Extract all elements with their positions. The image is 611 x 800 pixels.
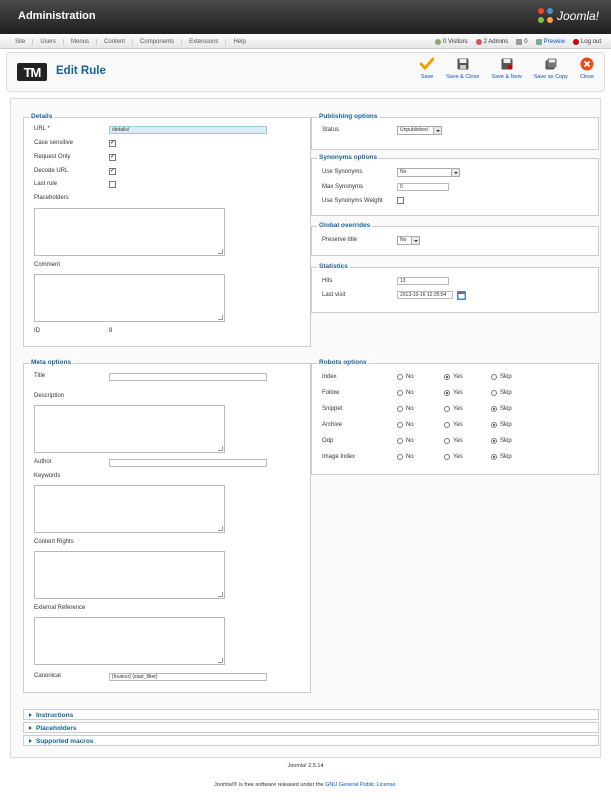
- case-sensitive-label: Case sensitive: [34, 140, 74, 146]
- robots-option-label: Skip: [500, 438, 512, 444]
- content-rights-label: Content Rights: [34, 539, 74, 545]
- supported-macros-slider[interactable]: [23, 735, 599, 746]
- robots-option-label: No: [406, 390, 414, 396]
- joomla-logo: [538, 8, 599, 24]
- robots-option-label: No: [406, 454, 414, 460]
- logout-link[interactable]: Log out: [573, 39, 601, 45]
- hits-label: Hits: [322, 278, 333, 284]
- placeholders-title: Placeholders: [36, 725, 77, 732]
- robots-option-label: Yes: [453, 422, 463, 428]
- robots-radio-no[interactable]: [397, 390, 403, 396]
- save-copy-button[interactable]: Save as Copy: [528, 57, 574, 80]
- robots-radio-no[interactable]: [397, 406, 403, 412]
- menu-bar: [0, 34, 611, 49]
- instructions-slider[interactable]: [23, 709, 599, 720]
- robots-row-label: Archive: [322, 422, 343, 428]
- publishing-legend: Publishing options: [319, 113, 378, 120]
- meta-description-textarea[interactable]: [34, 405, 225, 453]
- status-select[interactable]: Unpublished: [397, 126, 442, 135]
- header-bar: [0, 0, 611, 34]
- main-content: [10, 98, 601, 758]
- meta-title-label: Title: [34, 373, 46, 379]
- request-only-label: Request Only: [34, 154, 71, 160]
- robots-option-label: No: [406, 374, 414, 380]
- robots-radio-skip[interactable]: [491, 406, 497, 412]
- max-synonyms-input[interactable]: 0: [397, 183, 449, 191]
- brand-name: Joomla!: [556, 9, 599, 23]
- placeholders-textarea[interactable]: [34, 208, 225, 256]
- last-rule-label: Last rule: [34, 181, 58, 187]
- robots-radio-yes[interactable]: [444, 454, 450, 460]
- meta-keywords-label: Keywords: [34, 473, 61, 479]
- decode-url-checkbox[interactable]: ✓: [110, 168, 116, 174]
- page-title: Edit Rule: [56, 65, 106, 77]
- version-footer: Joomla! 2.5.14: [287, 763, 324, 769]
- menu-help[interactable]: Help: [233, 38, 246, 45]
- url-input[interactable]: /details/: [109, 126, 267, 134]
- meta-author-label: Author: [34, 459, 52, 465]
- publishing-fieldset: [311, 113, 599, 150]
- main-menu: [8, 34, 253, 49]
- expand-arrow-icon: [29, 739, 32, 743]
- meta-title-input[interactable]: [109, 373, 267, 381]
- robots-radio-no[interactable]: [397, 454, 403, 460]
- copy-icon: [544, 57, 558, 71]
- robots-radio-yes[interactable]: [444, 374, 450, 380]
- max-synonyms-label: Max Synonyms: [322, 184, 364, 190]
- menu-users[interactable]: Users: [33, 39, 64, 45]
- comment-textarea[interactable]: [34, 274, 225, 322]
- details-legend: Details: [31, 113, 53, 120]
- robots-fieldset: [311, 359, 599, 475]
- robots-radio-yes[interactable]: [444, 406, 450, 412]
- robots-legend: Robots options: [319, 359, 367, 366]
- license-footer: Joomla!® is free software released under the GNU General Public License.: [214, 782, 397, 788]
- decode-url-label: Decode URL: [34, 168, 69, 174]
- meta-legend: Meta options: [31, 359, 72, 366]
- robots-row-label: Odp: [322, 438, 334, 444]
- case-sensitive-checkbox[interactable]: ✓: [110, 140, 116, 146]
- expand-arrow-icon: [29, 726, 32, 730]
- joomla-icon: [538, 8, 554, 24]
- last-visit-input[interactable]: 2013-10-16 12:35:54: [397, 291, 453, 299]
- hits-input[interactable]: 13: [397, 277, 449, 285]
- app-title: Administration: [18, 10, 96, 22]
- menu-extensions[interactable]: Extensions: [182, 39, 226, 45]
- synonyms-fieldset: [311, 154, 599, 216]
- status-label: Status: [322, 127, 340, 133]
- close-icon: [580, 57, 594, 71]
- robots-radio-skip[interactable]: [491, 454, 497, 460]
- external-reference-label: External Reference: [34, 605, 86, 611]
- id-value: 8: [109, 328, 113, 334]
- close-button[interactable]: Close: [574, 57, 600, 80]
- meta-keywords-textarea[interactable]: [34, 485, 225, 533]
- menu-content[interactable]: Content: [97, 39, 133, 45]
- robots-radio-skip[interactable]: [491, 422, 497, 428]
- id-label: ID: [34, 328, 40, 334]
- menu-site[interactable]: Site: [8, 39, 33, 45]
- chevron-down-icon: [411, 237, 419, 244]
- robots-radio-yes[interactable]: [444, 422, 450, 428]
- checkmark-icon: [420, 57, 434, 71]
- preview-link[interactable]: Preview: [536, 39, 565, 45]
- calendar-icon[interactable]: [457, 291, 466, 300]
- robots-option-label: Yes: [453, 406, 463, 412]
- external-reference-textarea[interactable]: [34, 617, 225, 665]
- chevron-down-icon: [433, 127, 441, 134]
- messages-status[interactable]: 0: [516, 39, 527, 45]
- robots-radio-no[interactable]: [397, 374, 403, 380]
- global-overrides-fieldset: [311, 222, 599, 256]
- admins-icon: [476, 39, 482, 45]
- statistics-fieldset: [311, 263, 599, 313]
- robots-radio-skip[interactable]: [491, 374, 497, 380]
- robots-option-label: No: [406, 406, 414, 412]
- gpl-link[interactable]: GNU General Public License.: [325, 782, 397, 788]
- mail-icon: [516, 39, 522, 45]
- admins-status: 2 Admins: [476, 39, 509, 45]
- robots-option-label: Skip: [500, 422, 512, 428]
- robots-option-label: Yes: [453, 374, 463, 380]
- disk-new-icon: [500, 57, 514, 71]
- robots-radio-skip[interactable]: [491, 390, 497, 396]
- toolbar: [6, 52, 605, 92]
- use-synonyms-select[interactable]: No: [397, 168, 460, 177]
- logout-icon: [573, 39, 579, 45]
- instructions-title: Instructions: [36, 712, 74, 719]
- placeholders-slider[interactable]: [23, 722, 599, 733]
- preserve-title-label: Preserve title: [322, 237, 358, 243]
- robots-option-label: Yes: [453, 438, 463, 444]
- last-visit-label: Last visit: [322, 292, 346, 298]
- robots-option-label: Skip: [500, 454, 512, 460]
- comment-label: Comment: [34, 262, 61, 268]
- robots-row-label: Image Index: [322, 454, 356, 460]
- disk-icon: [456, 57, 470, 71]
- robots-radio-no[interactable]: [397, 438, 403, 444]
- preview-icon: [536, 39, 542, 45]
- meta-description-label: Description: [34, 393, 65, 399]
- meta-fieldset: [23, 359, 311, 693]
- robots-option-label: Skip: [500, 406, 512, 412]
- status-bar: [435, 34, 601, 49]
- robots-row-label: Snippet: [322, 406, 343, 412]
- global-overrides-legend: Global overrides: [319, 222, 371, 229]
- robots-option-label: No: [406, 422, 414, 428]
- synonyms-legend: Synonyms options: [319, 154, 378, 161]
- component-logo: TM: [17, 63, 47, 81]
- robots-radio-no[interactable]: [397, 422, 403, 428]
- robots-option-label: Yes: [453, 454, 463, 460]
- url-label: URL *: [34, 126, 50, 132]
- expand-arrow-icon: [29, 713, 32, 717]
- robots-option-label: No: [406, 438, 414, 444]
- supported-macros-title: Supported macros: [36, 738, 94, 745]
- save-button[interactable]: Save: [414, 57, 440, 80]
- canonical-input[interactable]: {fouteur} {start_filter}: [109, 673, 267, 681]
- details-fieldset: [23, 113, 311, 347]
- visitors-icon: [435, 39, 441, 45]
- last-rule-checkbox[interactable]: [109, 181, 116, 188]
- visitors-status: 0 Visitors: [435, 39, 468, 45]
- robots-row-label: Follow: [322, 390, 340, 396]
- request-only-checkbox[interactable]: ✓: [110, 154, 116, 160]
- canonical-label: Canonical: [34, 673, 61, 679]
- meta-author-input[interactable]: [109, 459, 267, 467]
- content-rights-textarea[interactable]: [34, 551, 225, 599]
- menu-components[interactable]: Components: [133, 39, 182, 45]
- robots-option-label: Yes: [453, 390, 463, 396]
- robots-radio-yes[interactable]: [444, 390, 450, 396]
- menu-menus[interactable]: Menus: [64, 39, 97, 45]
- use-synonyms-weight-checkbox[interactable]: [397, 197, 404, 204]
- robots-option-label: Skip: [500, 390, 512, 396]
- save-close-button[interactable]: Save & Close: [440, 57, 485, 80]
- robots-row-label: Index: [322, 374, 337, 380]
- preserve-title-select[interactable]: No: [397, 236, 420, 245]
- chevron-down-icon: [451, 169, 459, 176]
- statistics-legend: Statistics: [319, 263, 348, 270]
- toolbar-buttons: [414, 57, 600, 80]
- save-new-button[interactable]: Save & New: [485, 57, 527, 80]
- placeholders-label: Placeholders: [34, 195, 69, 201]
- use-synonyms-weight-label: Use Synonyms Weight: [322, 198, 383, 204]
- robots-option-label: Skip: [500, 374, 512, 380]
- robots-radio-skip[interactable]: [491, 438, 497, 444]
- robots-radio-yes[interactable]: [444, 438, 450, 444]
- use-synonyms-label: Use Synonyms: [322, 169, 363, 175]
